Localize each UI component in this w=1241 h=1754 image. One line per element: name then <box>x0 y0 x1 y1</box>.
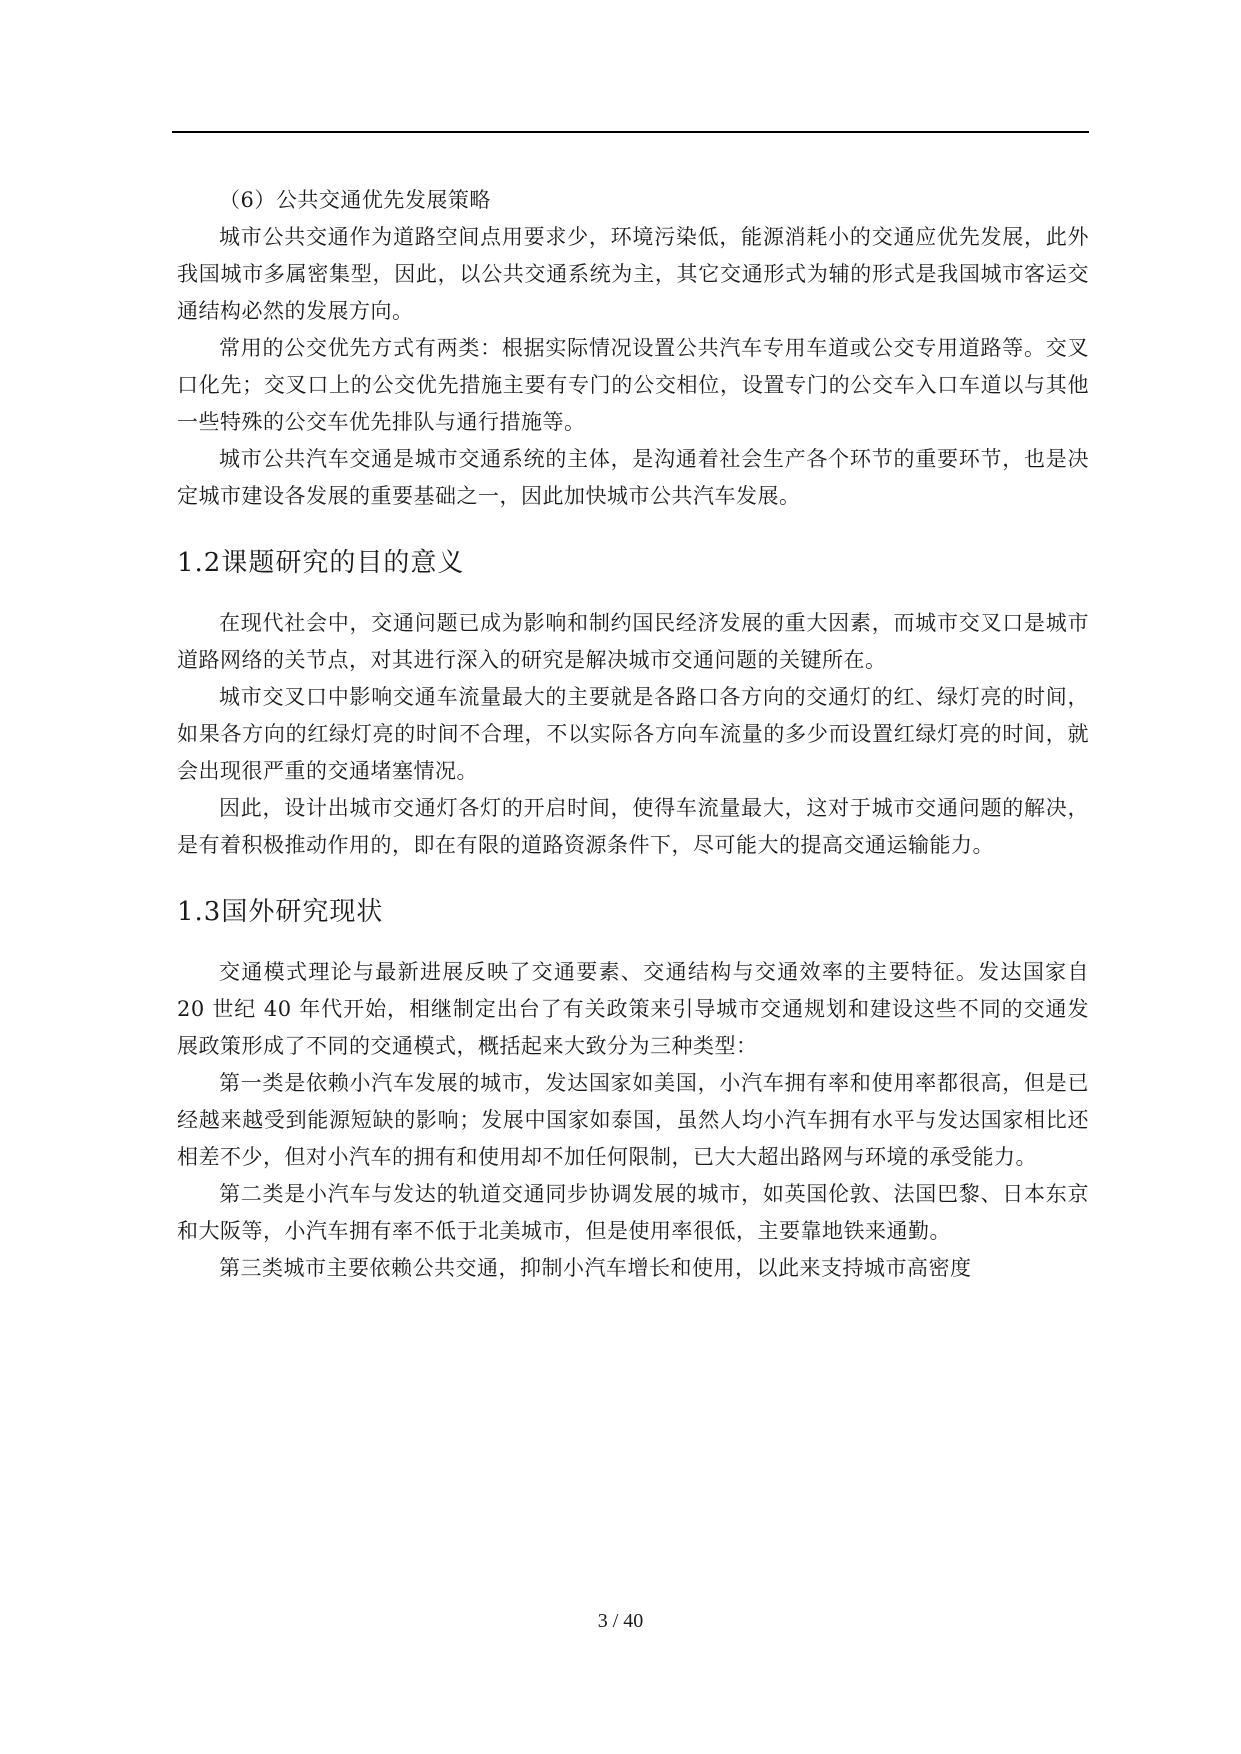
paragraph: 交通模式理论与最新进展反映了交通要素、交通结构与交通效率的主要特征。发达国家自 20 世纪 40 年代开始，相继制定出台了有关政策来引导城市交通规划和建设这些不同的交通发展政策形成了不同的交通模式，概括起来大致分为三种类型： <box>177 960 1089 1058</box>
paragraph: 城市交叉口中影响交通车流量最大的主要就是各路口各方向的交通灯的红、绿灯亮的时间，如果各方向的红绿灯亮的时间不合理，不以实际各方向车流量的多少而设置红绿灯亮的时间，就会出现很严重的交通堵塞情况。 <box>177 685 1089 783</box>
paragraph: 在现代社会中，交通问题已成为影响和制约国民经济发展的重大因素，而城市交叉口是城市道路网络的关节点，对其进行深入的研究是解决城市交通问题的关键所在。 <box>177 611 1089 672</box>
subsection-title: （6）公共交通优先发展策略 <box>219 188 491 212</box>
section-heading: 1.3国外研究现状 <box>177 897 384 927</box>
paragraph: 城市公共汽车交通是城市交通系统的主体，是沟通着社会生产各个环节的重要环节，也是决定城市建设各发展的重要基础之一，因此加快城市公共汽车发展。 <box>177 447 1089 508</box>
paragraph: 第一类是依赖小汽车发展的城市，发达国家如美国，小汽车拥有率和使用率都很高，但是已经越来越受到能源短缺的影响；发展中国家如泰国，虽然人均小汽车拥有水平与发达国家相比还相差不少，但对小汽车的拥有和使用却不加任何限制，已大大超出路网与环境的承受能力。 <box>177 1071 1089 1169</box>
page-content <box>177 182 1089 1287</box>
paragraph: 城市公共交通作为道路空间点用要求少，环境污染低，能源消耗小的交通应优先发展，此外我国城市多属密集型，因此，以公共交通系统为主，其它交通形式为辅的形式是我国城市客运交通结构必然的发展方向。 <box>177 225 1089 323</box>
header-rule <box>172 131 1089 133</box>
page-number: 3 / 40 <box>597 1610 644 1632</box>
paragraph: 因此，设计出城市交通灯各灯的开启时间，使得车流量最大，这对于城市交通问题的解决，是有着积极推动作用的，即在有限的道路资源条件下，尽可能大的提高交通运输能力。 <box>177 796 1089 857</box>
paragraph: 常用的公交优先方式有两类：根据实际情况设置公共汽车专用车道或公交专用道路等。交叉口化先；交叉口上的公交优先措施主要有专门的公交相位，设置专门的公交车入口车道以与其他一些特殊的公交车优先排队与通行措施等。 <box>177 336 1089 434</box>
section-heading: 1.2课题研究的目的意义 <box>177 548 465 578</box>
paragraph: 第二类是小汽车与发达的轨道交通同步协调发展的城市，如英国伦敦、法国巴黎、日本东京和大阪等，小汽车拥有率不低于北美城市，但是使用率很低，主要靠地铁来通勤。 <box>177 1182 1089 1243</box>
paragraph: 第三类城市主要依赖公共交通，抑制小汽车增长和使用，以此来支持城市高密度 <box>219 1256 972 1280</box>
